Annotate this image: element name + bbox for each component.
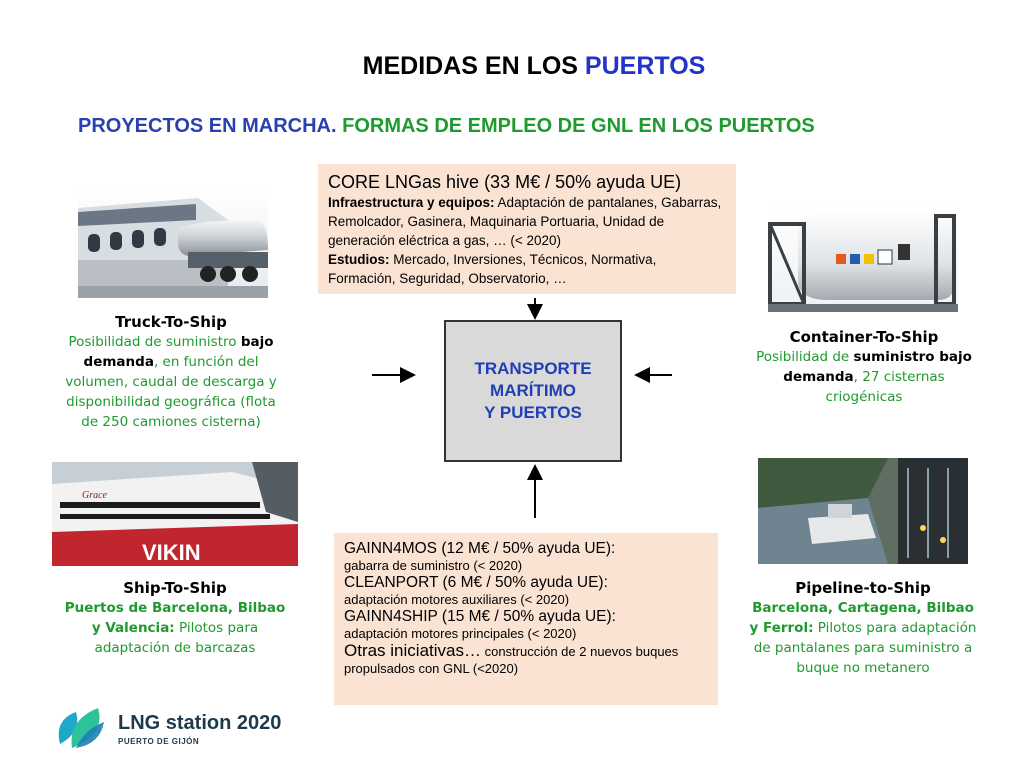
gain-line-2: gabarra de suministro (< 2020) (344, 558, 523, 573)
gain-line-6: adaptación motores principales (< 2020) (344, 626, 577, 641)
core-infra-text: Adaptación de pantalanes, Gabarras, Remolcador, Gasinera, Maquinaria Portuaria, Unidad de generación eléctrica a gas, … (< 2020) (328, 195, 722, 248)
pipeline-to-ship-caption (748, 578, 978, 678)
container-text-1: Posibilidad de (756, 349, 854, 365)
gainn-projects-box (334, 533, 718, 705)
core-studies-text: Mercado, Inversiones, Técnicos, Normativa, Formación, Seguridad, Observatorio, … (328, 252, 657, 286)
logo-name: LNG station 2020 (118, 712, 282, 734)
center-line-3: Y PUERTOS (484, 403, 582, 422)
gain-other-label: Otras iniciativas… (344, 641, 481, 660)
core-infra-label: Infraestructura y equipos: (328, 195, 495, 210)
truck-bold-1: bajo demanda (83, 334, 274, 370)
core-studies-label: Estudios: (328, 252, 390, 267)
title-part-1: MEDIDAS EN LOS (362, 52, 585, 80)
subtitle-part-2: FORMAS DE EMPLEO DE GNL EN LOS PUERTOS (342, 115, 815, 137)
truck-text-2: , en función del volumen, caudal de descarga y disponibilidad geográfica (flota de 250 camiones cisterna) (65, 354, 277, 430)
container-to-ship-heading: Container-To-Ship (789, 328, 939, 346)
photo-viking-text: VIKIN (142, 540, 201, 565)
container-to-ship-caption (754, 327, 974, 407)
truck-to-ship-heading: Truck-To-Ship (115, 313, 227, 331)
ship-to-ship-photo (52, 462, 298, 566)
container-to-ship-photo (768, 204, 958, 312)
gain-line-7 (344, 642, 708, 677)
truck-to-ship-photo (78, 190, 268, 298)
core-funding: (33 M€ / 50% ayuda UE) (479, 172, 682, 192)
logo-subtitle: PUERTO DE GIJÓN (118, 737, 200, 746)
center-line-2: MARÍTIMO (490, 381, 576, 400)
container-text-2: , 27 cisternas criogénicas (825, 369, 945, 405)
pipeline-to-ship-heading: Pipeline-to-Ship (795, 579, 931, 597)
ship-to-ship-heading: Ship-To-Ship (123, 579, 227, 597)
container-bold-1: suministro bajo demanda (783, 349, 972, 385)
gain-line-3: CLEANPORT (6 M€ / 50% ayuda UE): (344, 574, 608, 591)
lng-station-logo-icon (54, 704, 110, 752)
gain-line-4: adaptación motores auxiliares (< 2020) (344, 592, 570, 607)
subtitle-part-1: PROYECTOS EN MARCHA. (78, 115, 343, 137)
pipeline-bold-1: Barcelona, Cartagena, Bilbao y Ferrol: (749, 600, 974, 636)
center-line-1: TRANSPORTE (474, 359, 592, 378)
ship-bold-1: Puertos de Barcelona, Bilbao y Valencia: (64, 600, 286, 636)
truck-text-1: Posibilidad de suministro (68, 334, 241, 350)
pipeline-to-ship-photo (758, 458, 968, 564)
pipeline-text-1: Pilotos para adaptación de pantalanes para suministro a buque no metanero (753, 620, 977, 676)
core-name: CORE LNGas hive (328, 172, 480, 192)
title-part-2: PUERTOS (584, 52, 706, 80)
gain-other-text: construcción de 2 nuevos buques propulsados con GNL (<2020) (344, 644, 679, 676)
gain-line-5: GAINN4SHIP (15 M€ / 50% ayuda UE): (344, 608, 616, 625)
ship-text-1: Pilotos para adaptación de barcazas (94, 620, 259, 656)
gain-line-1: GAINN4MOS (12 M€ / 50% ayuda UE): (344, 540, 616, 557)
truck-to-ship-caption (60, 312, 282, 432)
ship-to-ship-caption (64, 578, 286, 658)
photo-grace-text: Grace (82, 490, 107, 501)
